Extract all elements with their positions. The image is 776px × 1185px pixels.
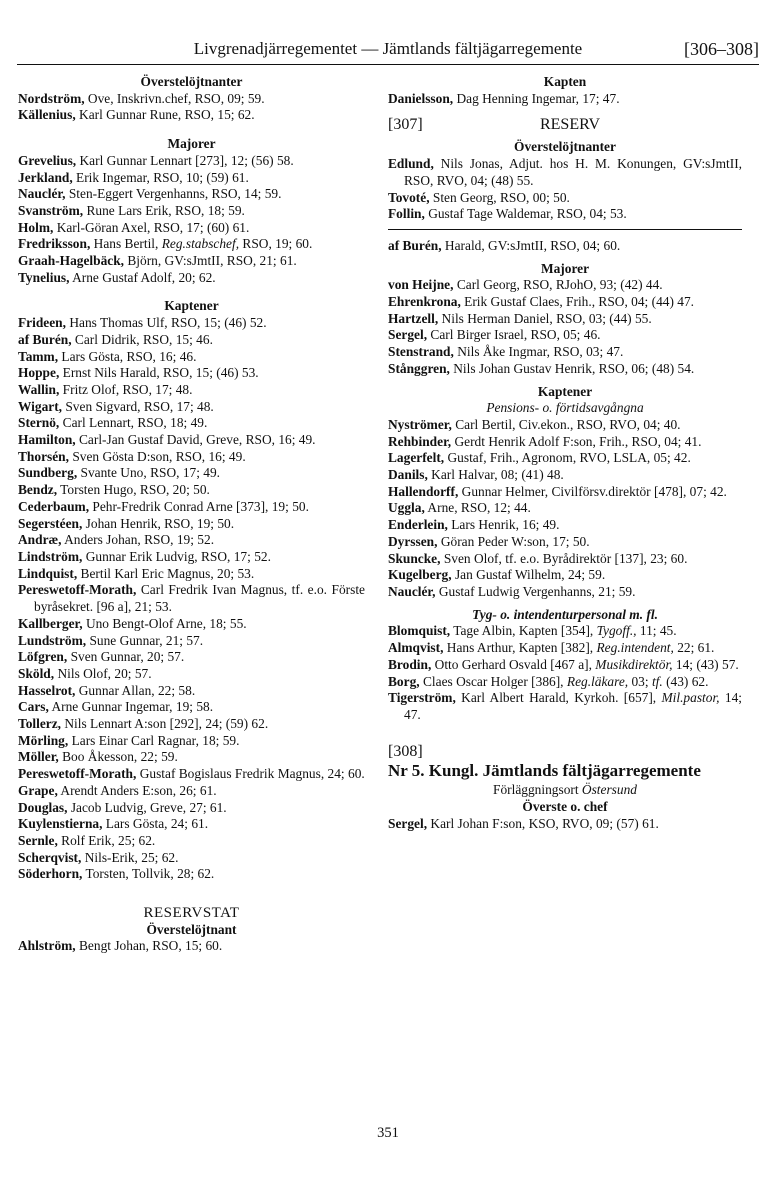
entry-title: Reg.intendent, [596, 640, 674, 656]
entry-surname: Sternö, [18, 415, 60, 431]
entry-details: Rune Lars Erik, RSO, 18; 59. [83, 202, 245, 218]
entry-surname: Grape, [18, 782, 58, 798]
entry-details: Sven Olof, tf. e.o. Byrådirektör [137], 23; 60. [440, 550, 688, 566]
entry-details: Pehr-Fredrik Conrad Arne [373], 19; 50. [89, 498, 309, 514]
left-column [18, 74, 365, 955]
entry-details: Nils Olof, 20; 57. [54, 665, 152, 681]
section-number: [307] [388, 116, 423, 134]
entry-details: Gustaf, Frih., Agronom, RVO, LSLA, 05; 42. [444, 450, 691, 466]
entry [388, 690, 742, 723]
section-heading: RESERV [539, 116, 601, 134]
entry [18, 683, 365, 700]
entry-details: Hans Bertil, [90, 236, 162, 252]
rank-heading: Kaptener [164, 298, 219, 314]
entry-details: Carl Birger Israel, RSO, 05; 46. [427, 327, 601, 343]
entry [18, 516, 365, 533]
header-title: Livgrenadjärregementet — Jämtlands fältjägarregemente [193, 39, 583, 58]
entry-surname: Sköld, [18, 665, 55, 681]
entry [18, 349, 365, 366]
entry [388, 206, 742, 223]
entry [18, 549, 365, 566]
entry-details: Uno Bengt-Olof Arne, 18; 55. [82, 615, 247, 631]
entry-details: Karl Gunnar Rune, RSO, 15; 62. [75, 107, 255, 123]
entry [388, 294, 742, 311]
entry [18, 733, 365, 750]
entry [18, 566, 365, 583]
entry-surname: Ahlström, [18, 938, 76, 954]
entry [388, 816, 742, 833]
entry [388, 417, 742, 434]
entry-details: Dag Henning Ingemar, 17; 47. [453, 90, 620, 106]
rank-heading: Överstelöjtnant [146, 921, 237, 937]
entry-details: Torsten, Tollvik, 28; 62. [82, 866, 215, 882]
entry-details: Arne, RSO, 12; 44. [424, 500, 531, 516]
entry-list [388, 417, 742, 601]
entry-details: Nils-Erik, 25; 62. [81, 849, 179, 865]
entry-surname: Källenius, [18, 107, 76, 123]
entry-surname: Lindquist, [18, 565, 78, 581]
entry [18, 499, 365, 516]
entry-surname: Sundberg, [18, 465, 78, 481]
entry-details: Sven Sigvard, RSO, 17; 48. [62, 398, 214, 414]
entry-details: Johan Henrik, RSO, 19; 50. [82, 515, 235, 531]
entry [18, 582, 365, 615]
section-heading: RESERVSTAT [143, 905, 240, 922]
entry-details: Björn, GV:sJmtII, RSO, 21; 61. [124, 253, 297, 269]
entry [18, 365, 365, 382]
entry-details: Carl Georg, RSO, RJohO, 93; (42) 44. [453, 277, 663, 293]
entry [18, 107, 365, 124]
entry-title: Reg.stabschef, [161, 236, 240, 252]
entry-details: Nils Johan Gustav Henrik, RSO, 06; (48) 54. [449, 360, 695, 376]
page-number: 351 [377, 1125, 399, 1141]
entry-details: 14; (43) 57. [672, 656, 739, 672]
rank-heading: Överstelöjtnanter [140, 74, 243, 89]
entry-details: Nils Lennart A:son [292], 24; (59) 62. [61, 716, 269, 732]
entry-surname: Nordström, [18, 90, 85, 106]
entry-details: (43) 62. [662, 673, 709, 689]
rank-heading: Tyg- o. intendenturpersonal m. fl. [472, 606, 658, 622]
entry-list [388, 277, 742, 377]
entry [388, 434, 742, 451]
entry-surname: Tigerström, [388, 690, 456, 706]
entry-surname: Thorsén, [18, 448, 69, 464]
entry-details: Nils Jonas, Adjut. hos H. M. Konungen, GV:sJmtII, RSO, RVO, 04; (48) 55. [404, 156, 742, 188]
entry-surname: Hartzell, [388, 310, 439, 326]
entry-surname: Tamm, [18, 348, 59, 364]
entry-details: Bertil Karl Eric Magnus, 20; 53. [77, 565, 255, 581]
entry-details: Carl Bertil, Civ.ekon., RSO, RVO, 04; 40. [451, 416, 681, 432]
entry-surname: Nauclér, [18, 186, 66, 202]
entry [388, 623, 742, 640]
entry-surname: Ehrenkrona, [388, 294, 461, 310]
entry-surname: Svanström, [18, 202, 84, 218]
entry [18, 850, 365, 867]
entry-details: Gunnar Allan, 22; 58. [75, 682, 196, 698]
entry-list [388, 156, 742, 223]
entry-surname: Sergel, [388, 327, 428, 343]
entry-surname: Follin, [388, 206, 425, 222]
entry [388, 156, 742, 189]
entry-surname: Jerkland, [18, 169, 73, 185]
entry [18, 699, 365, 716]
entry-surname: Mörling, [18, 732, 69, 748]
entry-surname: Kugelberg, [388, 567, 452, 583]
entry-details: Anders Johan, RSO, 19; 52. [61, 532, 215, 548]
entry-details: Jacob Ludvig, Greve, 27; 61. [67, 799, 227, 815]
entry-surname: Wigart, [18, 398, 63, 414]
entry [388, 327, 742, 344]
garrison-place: Östersund [581, 782, 637, 798]
entry-surname: Lagerfelt, [388, 450, 445, 466]
entry-surname: Dyrssen, [388, 533, 438, 549]
entry-surname: Holm, [18, 219, 54, 235]
entry [388, 640, 742, 657]
entry-details: Harald, GV:sJmtII, RSO, 04; 60. [441, 237, 621, 253]
entry-details: Lars Einar Carl Ragnar, 18; 59. [68, 732, 240, 748]
entry-details: Carl Fredrik Ivan Magnus, tf. e.o. Förste byråsekret. [96 a], 21; 53. [34, 582, 365, 615]
entry [388, 277, 742, 294]
entry [388, 534, 742, 551]
entry-surname: Blomquist, [388, 623, 451, 639]
entry [18, 91, 365, 108]
header-page-range: [306–308] [684, 39, 759, 59]
entry-details: Karl Halvar, 08; (41) 48. [427, 467, 564, 483]
entry [388, 500, 742, 517]
entry-surname: Stånggren, [388, 360, 450, 376]
entry [388, 484, 742, 501]
entry-surname: Kuylenstierna, [18, 816, 103, 832]
entry-details: Carl Lennart, RSO, 18; 49. [59, 415, 208, 431]
regiment-title: Nr 5. Kungl. Jämtlands fältjägarregemente [388, 761, 701, 781]
entry [18, 153, 365, 170]
entry-details: Bengt Johan, RSO, 15; 60. [75, 938, 223, 954]
entry [18, 816, 365, 833]
entry-surname: Löfgren, [18, 649, 68, 665]
entry-surname: Pereswetoff-Morath, [18, 766, 137, 782]
entry-surname: Tollerz, [18, 716, 62, 732]
entry-surname: Lundström, [18, 632, 87, 648]
entry-details: Nils Herman Daniel, RSO, 03; (44) 55. [438, 310, 652, 326]
entry-details: 11; 45. [636, 623, 677, 639]
running-header [17, 35, 759, 65]
entry-details: Lars Gösta, 24; 61. [102, 816, 209, 832]
entry [18, 399, 365, 416]
entry-title: Tygoff., [596, 623, 637, 639]
entry-surname: Cars, [18, 699, 49, 715]
entry [388, 190, 742, 207]
entry-surname: af Burén, [18, 331, 72, 347]
entry-title: tf. [651, 673, 663, 689]
entry-details: Karl-Göran Axel, RSO, 17; (60) 61. [53, 219, 250, 235]
entry [18, 716, 365, 733]
rank-heading: Kaptener [537, 383, 593, 399]
rank-heading: Kapten [543, 74, 587, 89]
entry-surname: Danielsson, [388, 90, 454, 106]
entry-surname: Sergel, [388, 815, 428, 831]
entry-surname: Enderlein, [388, 517, 448, 533]
entry-surname: Stenstrand, [388, 344, 454, 360]
entry-details: 03; [628, 673, 652, 689]
entry-list [388, 816, 742, 833]
entry [388, 584, 742, 601]
entry [18, 382, 365, 399]
header-rule [17, 64, 759, 65]
entry [18, 783, 365, 800]
entry-details: Lars Gösta, RSO, 16; 46. [58, 348, 197, 364]
entry-details: Ernst Nils Harald, RSO, 15; (46) 53. [59, 365, 259, 381]
entry-details: Ove, Inskrivn.chef, RSO, 09; 59. [84, 90, 265, 106]
entry-details: Boo Åkesson, 22; 59. [58, 749, 178, 765]
entry-list [18, 938, 365, 955]
entry-details: Hans Thomas Ulf, RSO, 15; (46) 52. [65, 315, 267, 331]
divider [388, 229, 742, 230]
entry-list [18, 153, 365, 287]
entry-title: Mil.pastor, [661, 690, 720, 706]
entry [18, 666, 365, 683]
entry-details: 14; 47. [404, 690, 742, 722]
entry-surname: Grevelius, [18, 152, 77, 168]
entry [388, 91, 742, 108]
entry-details: Gustaf Bogislaus Fredrik Magnus, 24; 60. [136, 766, 365, 782]
entry [18, 482, 365, 499]
entry-surname: Bendz, [18, 482, 58, 498]
section-number: [308] [388, 742, 423, 760]
entry [18, 203, 365, 220]
entry-surname: Hasselrot, [18, 682, 76, 698]
entry-surname: Nauclér, [388, 583, 436, 599]
entry-surname: Pereswetoff-Morath, [18, 582, 137, 598]
entry-details: Erik Gustaf Claes, Frih., RSO, 04; (44) 47. [460, 294, 695, 310]
subheading: Pensions- o. förtidsavgångna [486, 400, 644, 416]
entry-details: Sune Gunnar, 21; 57. [86, 632, 204, 648]
entry-details: Torsten Hugo, RSO, 20; 50. [57, 482, 210, 498]
entry [388, 361, 742, 378]
entry-surname: af Burén, [388, 237, 442, 253]
entry [18, 449, 365, 466]
entry [388, 344, 742, 361]
entry-list [18, 315, 365, 883]
entry [388, 517, 742, 534]
entry [388, 450, 742, 467]
entry-details: Rolf Erik, 25; 62. [57, 832, 156, 848]
entry-surname: Rehbinder, [388, 433, 452, 449]
entry-surname: Graah-Hagelbäck, [18, 253, 125, 269]
entry [18, 616, 365, 633]
entry-surname: Söderhorn, [18, 866, 83, 882]
entry-details: Gustaf Tage Waldemar, RSO, 04; 53. [424, 206, 627, 222]
entry-title: Musikdirektör, [595, 656, 673, 672]
entry-surname: Lindström, [18, 548, 83, 564]
entry-surname: Douglas, [18, 799, 68, 815]
entry-details: Gunnar Helmer, Civilförsv.direktör [478], 07; 42. [458, 483, 727, 499]
entry-details: Karl Gunnar Lennart [273], 12; (56) 58. [76, 152, 294, 168]
entry-surname: Sernle, [18, 832, 58, 848]
right-column [388, 74, 742, 832]
entry [18, 800, 365, 817]
entry-details: Svante Uno, RSO, 17; 49. [77, 465, 221, 481]
entry [388, 238, 742, 255]
entry [388, 551, 742, 568]
rank-heading: Majorer [540, 260, 590, 276]
rank-heading: Majorer [167, 136, 216, 152]
entry [18, 649, 365, 666]
entry-details: Hans Arthur, Kapten [382], [443, 640, 597, 656]
entry-surname: Edlund, [388, 156, 434, 172]
entry [18, 749, 365, 766]
entry-details: Gustaf Ludwig Vergenhanns, 21; 59. [435, 583, 636, 599]
entry-list [388, 238, 742, 255]
entry [18, 270, 365, 287]
entry-surname: Frideen, [18, 315, 66, 331]
entry-details: Jan Gustaf Wilhelm, 24; 59. [451, 567, 606, 583]
entry-details: RSO, 19; 60. [239, 236, 313, 252]
entry-details: Göran Peder W:son, 17; 50. [437, 533, 590, 549]
entry [388, 311, 742, 328]
entry-surname: Scherqvist, [18, 849, 82, 865]
garrison-label: Förläggningsort [493, 782, 582, 798]
entry-surname: Segerstéen, [18, 515, 83, 531]
entry-surname: Skuncke, [388, 550, 441, 566]
entry-surname: Tynelius, [18, 269, 70, 285]
entry [18, 432, 365, 449]
entry-surname: Cederbaum, [18, 498, 90, 514]
entry [388, 657, 742, 674]
entry-surname: Hoppe, [18, 365, 60, 381]
entry-details: Sten Georg, RSO, 00; 50. [429, 189, 570, 205]
entry [18, 186, 365, 203]
entry [18, 236, 365, 253]
entry-details: Otto Gerhard Osvald [467 a], [431, 656, 596, 672]
entry [18, 532, 365, 549]
entry-details: Gerdt Henrik Adolf F:son, Frih., RSO, 04; 41. [451, 433, 702, 449]
entry-details: Lars Henrik, 16; 49. [447, 517, 560, 533]
entry-surname: Wallin, [18, 381, 60, 397]
entry-surname: Tovoté, [388, 189, 430, 205]
entry [18, 415, 365, 432]
entry-surname: Brodin, [388, 656, 432, 672]
entry-surname: Hallendorff, [388, 483, 459, 499]
entry-details: Claes Oscar Holger [386], [419, 673, 567, 689]
entry [18, 633, 365, 650]
section-307-heading [388, 117, 742, 139]
entry [18, 766, 365, 783]
entry-list [388, 91, 742, 108]
entry [388, 567, 742, 584]
entry [388, 674, 742, 691]
entry-surname: Uggla, [388, 500, 425, 516]
entry-surname: Nyströmer, [388, 416, 452, 432]
entry [18, 332, 365, 349]
entry-surname: Hamilton, [18, 432, 76, 448]
entry [18, 170, 365, 187]
rank-heading: Överste o. chef [522, 799, 608, 815]
entry-details: Carl Didrik, RSO, 15; 46. [71, 331, 213, 347]
entry-details: Karl Johan F:son, KSO, RVO, 09; (57) 61. [427, 815, 659, 831]
entry-list [388, 623, 742, 723]
entry-list [18, 91, 365, 124]
garrison-line [388, 782, 742, 799]
entry-details: Tage Albin, Kapten [354], [450, 623, 597, 639]
entry-surname: Fredriksson, [18, 236, 91, 252]
entry-surname: Möller, [18, 749, 59, 765]
entry [18, 866, 365, 883]
rank-heading: Överstelöjtnanter [514, 139, 616, 155]
entry-surname: von Heijne, [388, 277, 454, 293]
entry-surname: Danils, [388, 467, 428, 483]
entry [18, 220, 365, 237]
entry-surname: Almqvist, [388, 640, 444, 656]
entry-details: Carl-Jan Gustaf David, Greve, RSO, 16; 49. [75, 432, 316, 448]
entry-details: Sten-Eggert Vergenhanns, RSO, 14; 59. [65, 186, 282, 202]
entry-details: Fritz Olof, RSO, 17; 48. [59, 381, 193, 397]
entry-details: Gunnar Erik Ludvig, RSO, 17; 52. [82, 548, 271, 564]
entry [18, 315, 365, 332]
entry-details: Sven Gunnar, 20; 57. [67, 649, 185, 665]
entry [18, 253, 365, 270]
entry-details: Sven Gösta D:son, RSO, 16; 49. [68, 448, 246, 464]
entry-surname: Borg, [388, 673, 420, 689]
entry-title: Reg.läkare, [566, 673, 629, 689]
entry-details: Arendt Anders E:son, 26; 61. [57, 782, 217, 798]
entry [18, 938, 365, 955]
entry [18, 465, 365, 482]
entry [18, 833, 365, 850]
entry-details: Erik Ingemar, RSO, 10; (59) 61. [72, 169, 249, 185]
entry [388, 467, 742, 484]
entry-details: Arne Gunnar Ingemar, 19; 58. [48, 699, 214, 715]
entry-surname: Andræ, [18, 532, 62, 548]
entry-details: 22; 61. [673, 640, 715, 656]
entry-details: Nils Åke Ingmar, RSO, 03; 47. [453, 344, 624, 360]
entry-surname: Kallberger, [18, 615, 83, 631]
entry-details: Arne Gustaf Adolf, 20; 62. [69, 269, 216, 285]
entry-details: Karl Albert Harald, Kyrkoh. [657], [455, 690, 662, 706]
